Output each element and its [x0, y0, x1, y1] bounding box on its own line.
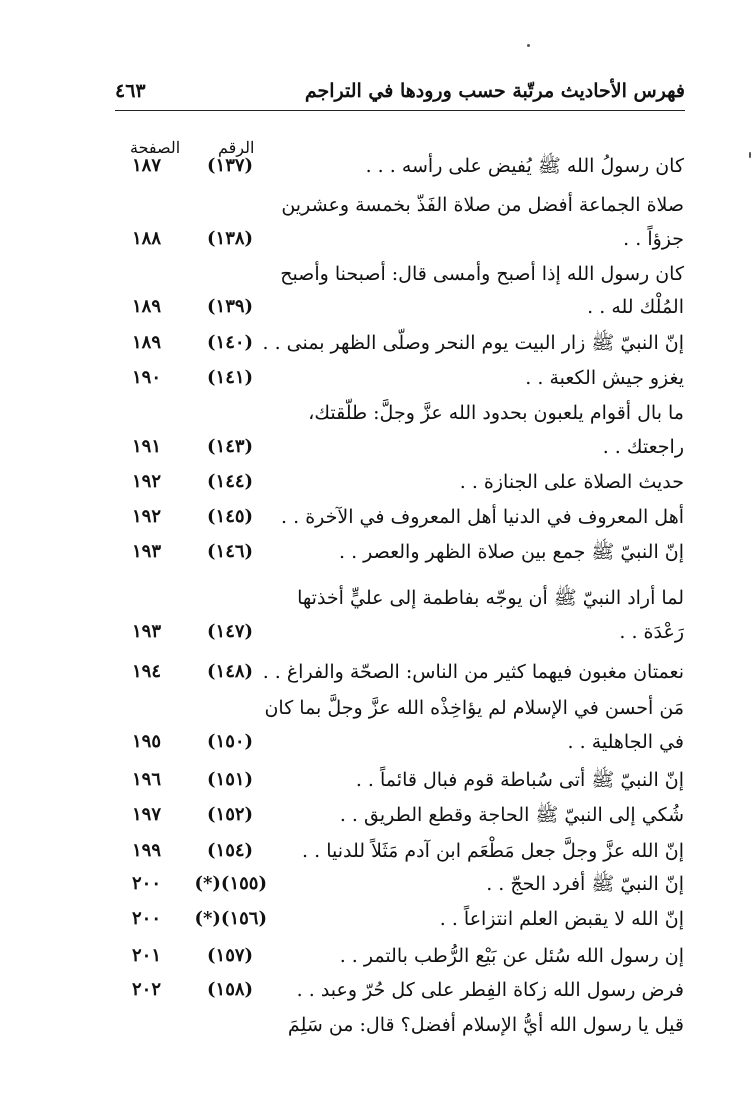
entry-page: ١٨٩	[132, 332, 162, 353]
entry-text-line: فرض رسول الله زكاة الفِطر على كل حُرّ وعبد . .	[296, 979, 684, 1001]
entry-number: (١٥٤)	[207, 840, 254, 861]
entry-text-line: شُكي إلى النبيّ ﷺ الحاجة وقطع الطريق . .	[339, 804, 684, 826]
header-title: فهرس الأحاديث مرتّبة حسب ورودها في التراجم	[304, 80, 685, 102]
entry-text-line: قيل يا رسول الله أيُّ الإسلام أفضل؟ قال: من سَلِمَ	[287, 1014, 684, 1036]
page-speck	[527, 44, 530, 47]
entry-text-line: رَعْدَة . .	[619, 621, 684, 643]
entry-text-line: ما بال أقوام يلعبون بحدود الله عزَّ وجلَّ: طلّقتك،	[308, 402, 684, 424]
entry-text-line: إنّ النبيّ ﷺ أتى سُباطة قوم فبال قائماً . .	[355, 769, 684, 791]
entry-text-line: إنّ الله عزَّ وجلَّ جعل مَطْعَم ابن آدم مَثَلاً للدنيا . .	[302, 840, 684, 862]
entry-number: (١٤٣)	[207, 436, 254, 457]
entry-text-line: يغزو جيش الكعبة . .	[525, 367, 684, 389]
entry-number: (١٤٠)	[207, 332, 254, 353]
entry-text-line: إنّ النبيّ ﷺ أفرد الحجّ . .	[486, 873, 684, 895]
entry-text-line: كان رسول الله إذا أصبح وأمسى قال: أصبحنا وأصبح	[280, 263, 684, 285]
entry-page: ٢٠١	[132, 945, 162, 966]
entry-number: (١٥٦)(*)	[194, 908, 267, 929]
entry-number: (١٤٥)	[207, 506, 254, 527]
entry-number: (١٥٧)	[207, 945, 254, 966]
entry-page: ١٩٩	[132, 840, 162, 861]
entry-page: ١٩٠	[132, 367, 162, 388]
entry-page: ٢٠٠	[132, 908, 162, 929]
entry-number: (١٥٠)	[207, 731, 254, 752]
entry-page: ١٨٩	[132, 296, 162, 317]
entry-number: (١٤٤)	[207, 471, 254, 492]
entry-text-line: إن رسول الله سُئل عن بَيْع الرُّطب بالتمر . .	[339, 945, 684, 967]
column-header-page: الصفحة	[130, 138, 181, 157]
header-rule	[115, 110, 685, 111]
page-speck	[749, 152, 751, 158]
entry-page: ٢٠٢	[132, 979, 162, 1000]
entry-page: ١٩١	[132, 436, 162, 457]
entry-page: ١٩٥	[132, 731, 162, 752]
entry-number: (١٣٧)	[207, 155, 254, 176]
entry-page: ١٩٧	[132, 804, 162, 825]
entry-text-line: إنّ الله لا يقبض العلم انتزاعاً . .	[439, 908, 684, 930]
entry-text-line: جزؤاً . .	[623, 228, 684, 250]
column-header-number: الرقم	[218, 138, 255, 157]
entry-number: (١٤٧)	[207, 621, 254, 642]
entry-text-line: كان رسولُ الله ﷺ يُفيض على رأسه . . .	[365, 155, 684, 177]
entry-text-line: راجعتك . .	[602, 436, 684, 458]
entry-number: (١٥٢)	[207, 804, 254, 825]
entry-number: (١٥١)	[207, 769, 254, 790]
entry-text-line: أهل المعروف في الدنيا أهل المعروف في الآخرة . .	[281, 506, 684, 528]
entry-number: (١٥٥)(*)	[194, 873, 267, 894]
entry-page: ٢٠٠	[132, 873, 162, 894]
entry-text-line: نعمتان مغبون فيهما كثير من الناس: الصحّة والفراغ . .	[262, 661, 684, 683]
entry-page: ١٩٢	[132, 471, 162, 492]
entry-text-line: حديث الصلاة على الجنازة . .	[459, 471, 684, 493]
entry-number: (١٣٨)	[207, 228, 254, 249]
entry-text-line: إنّ النبيّ ﷺ زار البيت يوم النحر وصلّى الظهر بمنى . .	[262, 332, 684, 354]
header-page-number: ٤٦٣	[115, 80, 146, 102]
running-header	[115, 80, 685, 110]
entry-number: (١٤١)	[207, 367, 254, 388]
entry-page: ١٨٨	[132, 228, 162, 249]
entry-text-line: في الجاهلية . .	[567, 731, 684, 753]
entry-text-line: إنّ النبيّ ﷺ جمع بين صلاة الظهر والعصر . .	[338, 541, 684, 563]
entry-text-line: مَن أحسن في الإسلام لم يؤاخِذْه الله عزَّ وجلَّ بما كان	[264, 697, 684, 719]
entry-page: ١٩٦	[132, 769, 162, 790]
entry-number: (١٤٨)	[207, 661, 254, 682]
entry-text-line: لما أراد النبيّ ﷺ أن يوجّه بفاطمة إلى عليٍّ أخذتها	[297, 587, 684, 609]
entry-number: (١٣٩)	[207, 296, 254, 317]
entry-page: ١٨٧	[132, 155, 162, 176]
entry-page: ١٩٢	[132, 506, 162, 527]
entry-number: (١٥٨)	[207, 979, 254, 1000]
entry-page: ١٩٣	[132, 621, 162, 642]
entry-page: ١٩٤	[132, 661, 162, 682]
entry-text-line: صلاة الجماعة أفضل من صلاة الفَذّ بخمسة وعشرين	[281, 194, 684, 216]
entry-number: (١٤٦)	[207, 541, 254, 562]
entry-page: ١٩٣	[132, 541, 162, 562]
entry-text-line: المُلْك لله . .	[587, 296, 684, 318]
